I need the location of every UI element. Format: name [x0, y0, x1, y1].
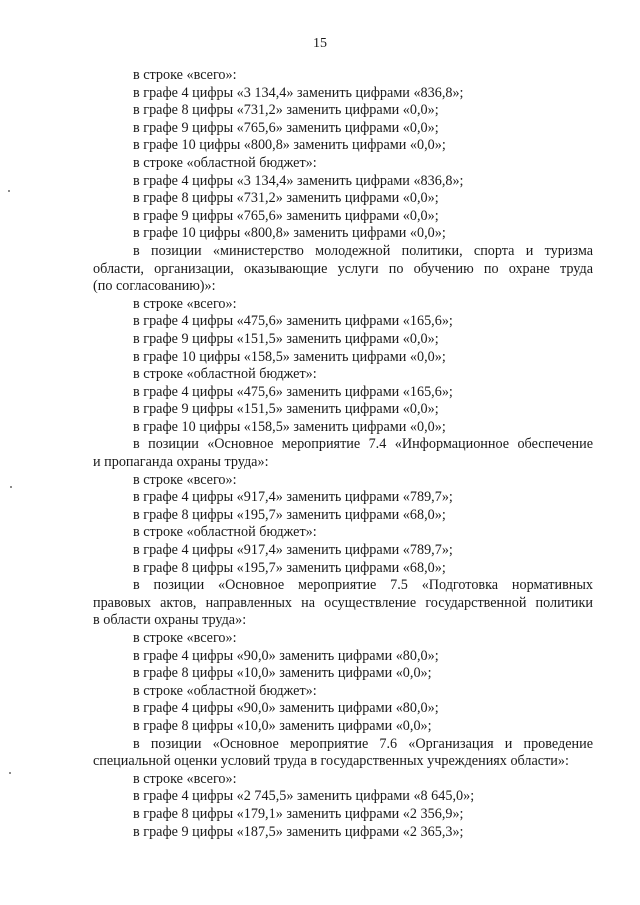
text-line: в графе 4 цифры «917,4» заменить цифрами «789,7»; — [133, 489, 453, 506]
text-line: в строке «областной бюджет»: — [133, 682, 317, 699]
text-line: в графе 4 цифры «90,0» заменить цифрами «80,0»; — [133, 647, 439, 664]
text-line: в графе 10 цифры «800,8» заменить цифрами «0,0»; — [133, 137, 446, 154]
text-line: в графе 8 цифры «179,1» заменить цифрами «2 356,9»; — [133, 805, 464, 822]
text-line: в строке «областной бюджет»: — [133, 366, 317, 383]
text-line: в графе 4 цифры «917,4» заменить цифрами «789,7»; — [133, 542, 453, 559]
text-line: правовых актов, направленных на осуществление государственной политики — [93, 594, 593, 611]
text-line: в графе 8 цифры «731,2» заменить цифрами «0,0»; — [133, 102, 439, 119]
text-line: в графе 4 цифры «90,0» заменить цифрами «80,0»; — [133, 700, 439, 717]
text-line: в графе 4 цифры «3 134,4» заменить цифрами «836,8»; — [133, 172, 464, 189]
scan-speck — [10, 486, 12, 488]
text-line: специальной оценки условий труда в государственных учреждениях области»: — [93, 753, 569, 770]
text-line: в графе 8 цифры «731,2» заменить цифрами «0,0»; — [133, 190, 439, 207]
text-line: в графе 9 цифры «765,6» заменить цифрами «0,0»; — [133, 207, 439, 224]
text-line: в графе 9 цифры «151,5» заменить цифрами «0,0»; — [133, 401, 439, 418]
text-line: в графе 9 цифры «187,5» заменить цифрами «2 365,3»; — [133, 823, 464, 840]
text-line: в строке «всего»: — [133, 471, 237, 488]
text-line: в графе 4 цифры «3 134,4» заменить цифрами «836,8»; — [133, 84, 464, 101]
document-body — [93, 67, 593, 841]
text-line: в позиции «Основное мероприятие 7.5 «Подготовка нормативных — [133, 577, 593, 594]
text-line: области, организации, оказывающие услуги по обучению по охране труда — [93, 260, 593, 277]
text-line: в графе 8 цифры «195,7» заменить цифрами «68,0»; — [133, 506, 446, 523]
text-line: в графе 8 цифры «10,0» заменить цифрами «0,0»; — [133, 717, 432, 734]
text-line: в строке «областной бюджет»: — [133, 154, 317, 171]
text-line: в графе 9 цифры «151,5» заменить цифрами «0,0»; — [133, 330, 439, 347]
text-line: в графе 10 цифры «800,8» заменить цифрами «0,0»; — [133, 225, 446, 242]
text-line: в позиции «Основное мероприятие 7.4 «Информационное обеспечение — [133, 436, 593, 453]
text-line: в графе 4 цифры «475,6» заменить цифрами «165,6»; — [133, 313, 453, 330]
text-line: в строке «всего»: — [133, 67, 237, 83]
text-line: в графе 9 цифры «765,6» заменить цифрами «0,0»; — [133, 119, 439, 136]
scan-speck — [8, 190, 10, 192]
text-line: в позиции «министерство молодежной политики, спорта и туризма — [133, 242, 593, 259]
text-line: в графе 10 цифры «158,5» заменить цифрами «0,0»; — [133, 418, 446, 435]
page-number: 15 — [313, 36, 327, 51]
text-line: в графе 4 цифры «475,6» заменить цифрами «165,6»; — [133, 383, 453, 400]
text-line: в позиции «Основное мероприятие 7.6 «Организация и проведение — [133, 735, 593, 752]
scan-speck — [9, 772, 11, 774]
text-line: (по согласованию)»: — [93, 278, 216, 295]
text-line: в графе 10 цифры «158,5» заменить цифрами «0,0»; — [133, 348, 446, 365]
text-line: в области охраны труда»: — [93, 612, 247, 629]
text-line: в графе 8 цифры «10,0» заменить цифрами «0,0»; — [133, 665, 432, 682]
text-line: и пропаганда охраны труда»: — [93, 454, 269, 471]
text-line: в графе 4 цифры «2 745,5» заменить цифрами «8 645,0»; — [133, 788, 475, 805]
text-line: в строке «всего»: — [133, 770, 237, 787]
text-line: в строке «всего»: — [133, 630, 237, 646]
text-line: в строке «областной бюджет»: — [133, 524, 317, 541]
text-line: в графе 8 цифры «195,7» заменить цифрами «68,0»; — [133, 559, 446, 576]
text-line: в строке «всего»: — [133, 295, 237, 312]
